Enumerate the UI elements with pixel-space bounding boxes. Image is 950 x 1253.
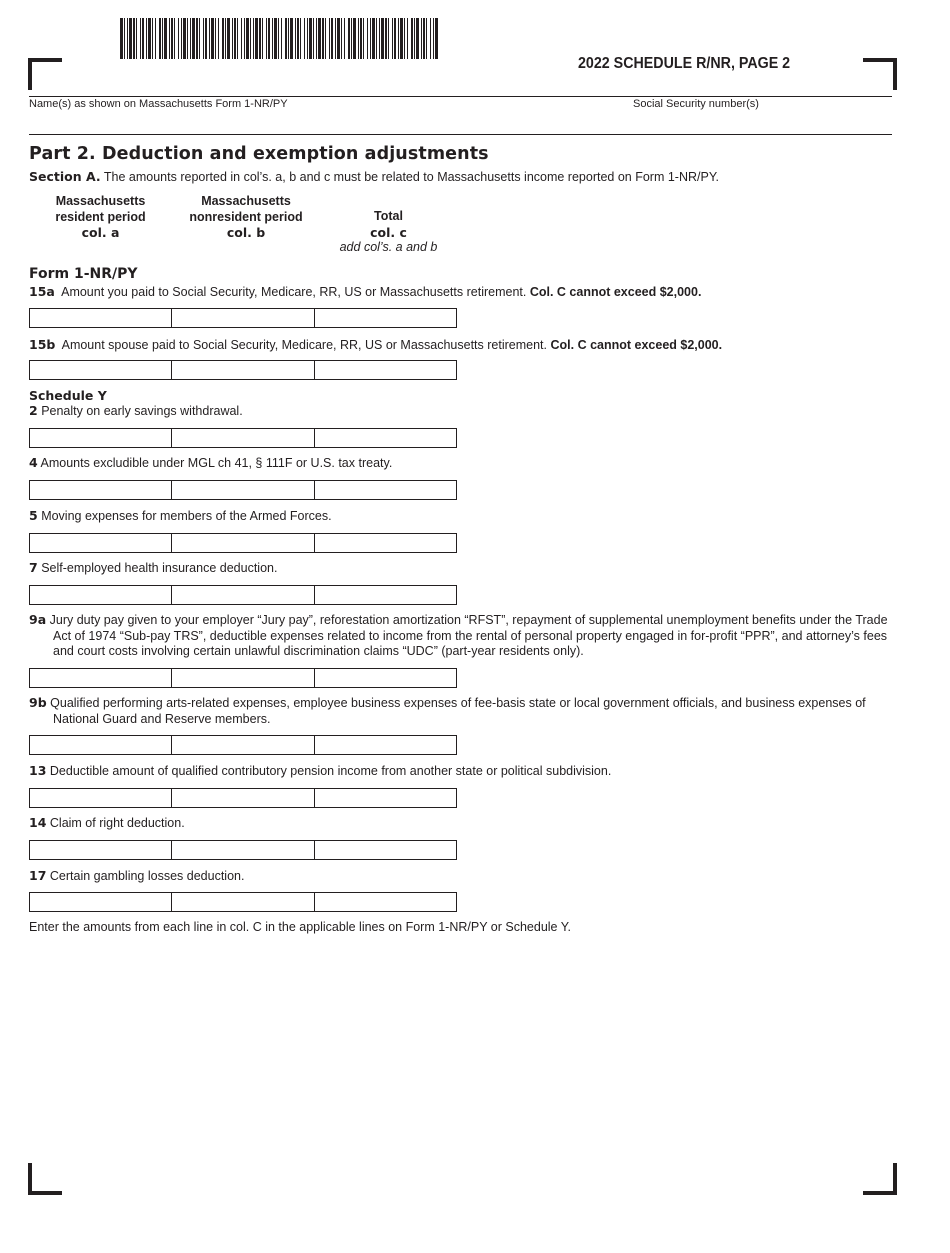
column-header-a bbox=[29, 194, 172, 241]
line-15b-text: Amount spouse paid to Social Security, Medicare, RR, US or Massachusetts retirement. bbox=[61, 338, 547, 352]
line-17-text: Certain gambling losses deduction. bbox=[49, 869, 245, 883]
line-5-col-c-input[interactable] bbox=[314, 533, 457, 553]
line-13-inputs bbox=[29, 788, 457, 808]
line-15a-number: 15a bbox=[29, 284, 55, 299]
line-17-col-a-input[interactable] bbox=[29, 892, 172, 912]
line-17-inputs bbox=[29, 892, 457, 912]
line-4-col-b-input[interactable] bbox=[171, 480, 314, 500]
column-header-b bbox=[172, 194, 320, 241]
line-14-col-b-input[interactable] bbox=[171, 840, 314, 860]
line-2 bbox=[29, 403, 889, 420]
name-label: Name(s) as shown on Massachusetts Form 1-NR/PY bbox=[29, 98, 288, 110]
line-4 bbox=[29, 455, 889, 472]
line-9a-col-a-input[interactable] bbox=[29, 668, 172, 688]
part-title: Part 2. Deduction and exemption adjustments bbox=[29, 144, 489, 164]
line-7-text: Self-employed health insurance deduction. bbox=[41, 561, 278, 575]
line-15b-limit: Col. C cannot exceed $2,000. bbox=[550, 338, 723, 352]
line-4-col-a-input[interactable] bbox=[29, 480, 172, 500]
line-14-col-a-input[interactable] bbox=[29, 840, 172, 860]
line-9a-text: Jury duty pay given to your employer “Jury pay”, reforestation amortization “RFST”, repayment of supplemental unemployment benefits under the Trade Act of 1974 “Sub-pay TRS”, deductible expenses related to income from the rental of personal property engaged in for-profit “PPR”, and attorney’s fees and court costs involving certain unlawful discrimination claims “UDC” (part-year residents only). bbox=[49, 613, 888, 658]
line-5-col-b-input[interactable] bbox=[171, 533, 314, 553]
line-15b-col-b-input[interactable] bbox=[171, 360, 314, 380]
page-title: 2022 SCHEDULE R/NR, PAGE 2 bbox=[578, 55, 791, 72]
section-a-label: Section A. bbox=[29, 169, 101, 184]
line-13 bbox=[29, 763, 889, 780]
line-2-text: Penalty on early savings withdrawal. bbox=[41, 404, 243, 418]
barcode bbox=[120, 18, 438, 59]
corner-mark-bottom-right bbox=[863, 1163, 897, 1195]
line-9a-number: 9a bbox=[29, 612, 47, 627]
corner-mark-top-left bbox=[28, 58, 62, 90]
line-15a-inputs bbox=[29, 308, 457, 328]
header-bottom-rule bbox=[29, 134, 892, 135]
line-15a-col-a-input[interactable] bbox=[29, 308, 172, 328]
line-15b-col-a-input[interactable] bbox=[29, 360, 172, 380]
line-9b-number: 9b bbox=[29, 695, 47, 710]
column-b-line1: Massachusetts bbox=[201, 194, 291, 208]
line-9a-col-b-input[interactable] bbox=[171, 668, 314, 688]
line-7-number: 7 bbox=[29, 560, 38, 575]
line-9a-inputs bbox=[29, 668, 457, 688]
column-c-label: col. c bbox=[370, 224, 407, 240]
line-5 bbox=[29, 508, 889, 525]
line-9a-col-c-input[interactable] bbox=[314, 668, 457, 688]
section-a-text: The amounts reported in col’s. a, b and c must be related to Massachusetts income reported on Form 1-NR/PY. bbox=[103, 170, 720, 184]
line-14-text: Claim of right deduction. bbox=[49, 816, 185, 830]
line-2-col-b-input[interactable] bbox=[171, 428, 314, 448]
line-15a-col-c-input[interactable] bbox=[314, 308, 457, 328]
line-9b-inputs bbox=[29, 735, 457, 755]
line-14-col-c-input[interactable] bbox=[314, 840, 457, 860]
line-7 bbox=[29, 560, 889, 577]
line-7-col-c-input[interactable] bbox=[314, 585, 457, 605]
column-a-label: col. a bbox=[81, 225, 120, 240]
line-5-col-a-input[interactable] bbox=[29, 533, 172, 553]
line-17-col-b-input[interactable] bbox=[171, 892, 314, 912]
column-b-label: col. b bbox=[226, 225, 266, 240]
line-14-number: 14 bbox=[29, 815, 47, 830]
line-15a-col-b-input[interactable] bbox=[171, 308, 314, 328]
column-header-c bbox=[316, 209, 461, 256]
line-15b bbox=[29, 337, 889, 354]
line-14 bbox=[29, 815, 889, 832]
line-17 bbox=[29, 868, 889, 885]
corner-mark-bottom-left bbox=[28, 1163, 62, 1195]
line-13-number: 13 bbox=[29, 763, 47, 778]
line-9b-col-c-input[interactable] bbox=[314, 735, 457, 755]
name-field-line bbox=[29, 96, 892, 97]
line-2-col-a-input[interactable] bbox=[29, 428, 172, 448]
line-9b-col-a-input[interactable] bbox=[29, 735, 172, 755]
line-4-inputs bbox=[29, 480, 457, 500]
line-17-col-c-input[interactable] bbox=[314, 892, 457, 912]
line-15b-number: 15b bbox=[29, 337, 56, 352]
column-c-line2: Total bbox=[374, 209, 403, 223]
line-9b-col-b-input[interactable] bbox=[171, 735, 314, 755]
column-a-line1: Massachusetts bbox=[55, 194, 146, 208]
line-2-inputs bbox=[29, 428, 457, 448]
line-7-col-a-input[interactable] bbox=[29, 585, 172, 605]
corner-mark-top-right bbox=[863, 58, 897, 90]
line-5-text: Moving expenses for members of the Armed Forces. bbox=[41, 509, 332, 523]
line-7-inputs bbox=[29, 585, 457, 605]
line-2-number: 2 bbox=[29, 403, 38, 418]
line-9b-text: Qualified performing arts-related expenses, employee business expenses of fee-basis state or local government officials, and business expenses of National Guard and Reserve members. bbox=[50, 696, 866, 726]
line-4-col-c-input[interactable] bbox=[314, 480, 457, 500]
ssn-label: Social Security number(s) bbox=[633, 98, 759, 110]
line-15a-limit: Col. C cannot exceed $2,000. bbox=[529, 285, 702, 299]
group-form-heading: Form 1-NR/PY bbox=[29, 266, 138, 282]
line-5-number: 5 bbox=[29, 508, 38, 523]
section-a-intro bbox=[29, 169, 719, 184]
line-13-col-a-input[interactable] bbox=[29, 788, 172, 808]
line-9a bbox=[29, 612, 889, 660]
line-13-col-b-input[interactable] bbox=[171, 788, 314, 808]
line-15a bbox=[29, 284, 889, 301]
line-5-inputs bbox=[29, 533, 457, 553]
line-7-col-b-input[interactable] bbox=[171, 585, 314, 605]
line-17-number: 17 bbox=[29, 868, 47, 883]
column-a-line2: resident period bbox=[55, 209, 146, 224]
group-schedule-heading: Schedule Y bbox=[29, 388, 107, 403]
line-15b-col-c-input[interactable] bbox=[314, 360, 457, 380]
column-b-line2: nonresident period bbox=[189, 209, 303, 224]
line-4-text: Amounts excludible under MGL ch 41, § 111F or U.S. tax treaty. bbox=[40, 456, 393, 470]
line-9b bbox=[29, 695, 889, 727]
line-2-col-c-input[interactable] bbox=[314, 428, 457, 448]
footer-instruction: Enter the amounts from each line in col. C in the applicable lines on Form 1-NR/PY or Schedule Y. bbox=[29, 920, 571, 934]
column-c-note: add col’s. a and b bbox=[339, 240, 438, 254]
line-14-inputs bbox=[29, 840, 457, 860]
line-15a-text: Amount you paid to Social Security, Medicare, RR, US or Massachusetts retirement. bbox=[61, 285, 527, 299]
line-4-number: 4 bbox=[29, 455, 38, 470]
line-13-col-c-input[interactable] bbox=[314, 788, 457, 808]
line-13-text: Deductible amount of qualified contributory pension income from another state or political subdivision. bbox=[49, 764, 612, 778]
line-15b-inputs bbox=[29, 360, 457, 380]
